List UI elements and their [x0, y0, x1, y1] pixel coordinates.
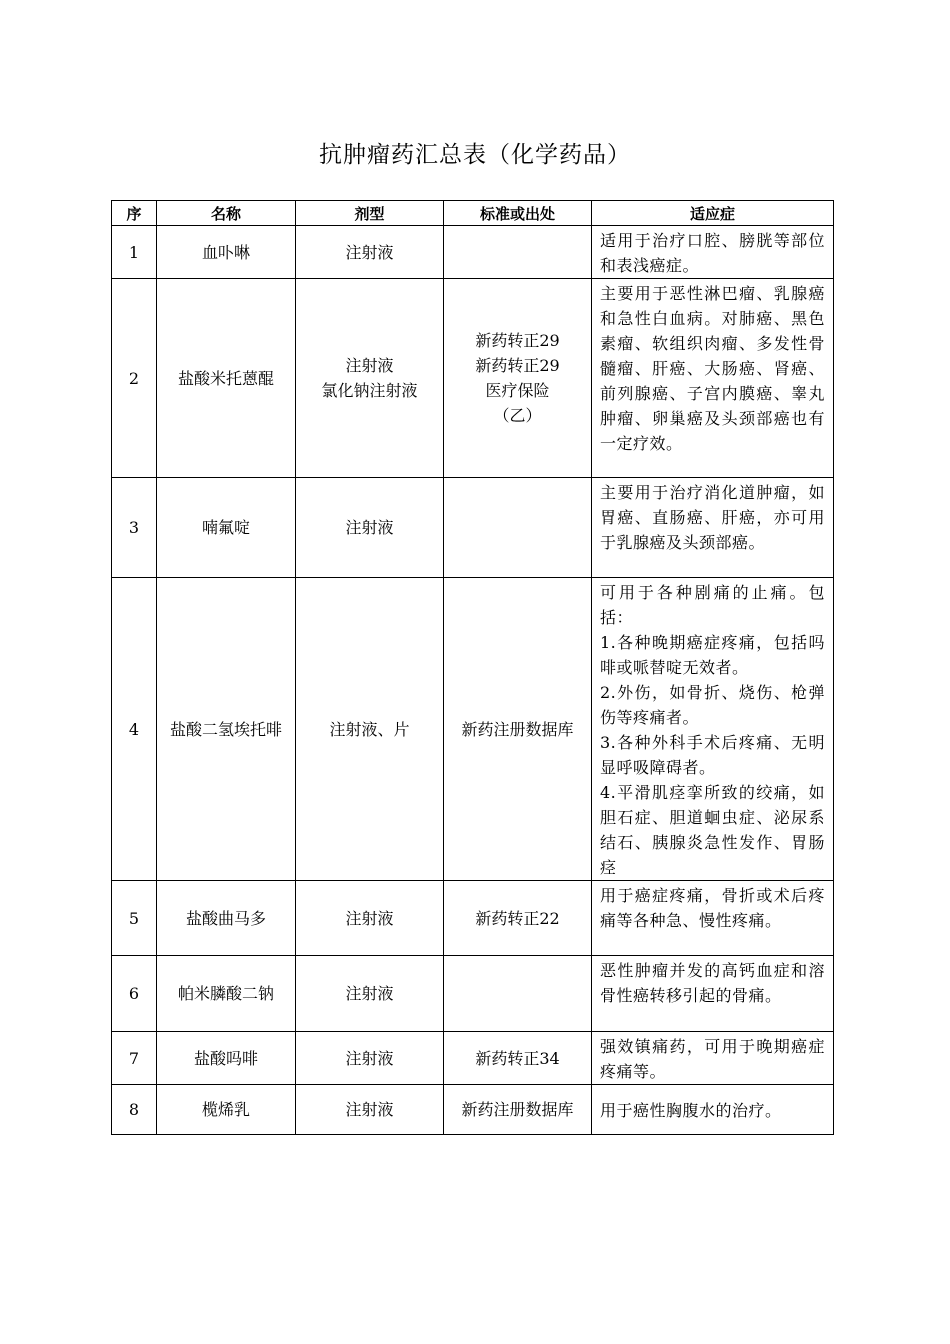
table-row	[112, 1085, 834, 1135]
cell-no: 3	[112, 478, 157, 578]
cell-name: 盐酸吗啡	[157, 1032, 296, 1085]
cell-no: 1	[112, 226, 157, 279]
cell-indication: 恶性肿瘤并发的高钙血症和溶骨性癌转移引起的骨痛。	[592, 956, 834, 1032]
cell-indication: 适用于治疗口腔、膀胱等部位和表浅癌症。	[592, 226, 834, 279]
cell-source: 新药注册数据库	[444, 578, 592, 881]
cell-indication: 用于癌性胸腹水的治疗。	[592, 1085, 834, 1135]
cell-form: 注射液	[296, 1032, 444, 1085]
cell-indication: 主要用于恶性淋巴瘤、乳腺癌和急性白血病。对肺癌、黑色素瘤、软组织肉瘤、多发性骨髓瘤、肝癌、大肠癌、肾癌、前列腺癌、子宫内膜癌、睾丸肿瘤、卵巢癌及头颈部癌也有一定疗效。	[592, 279, 834, 478]
cell-source	[444, 226, 592, 279]
cell-source: 新药转正22	[444, 881, 592, 956]
table-row	[112, 226, 834, 279]
table-row	[112, 279, 834, 478]
cell-no: 2	[112, 279, 157, 478]
cell-source	[444, 478, 592, 578]
cell-form: 注射液	[296, 226, 444, 279]
table-row	[112, 478, 834, 578]
cell-form: 注射液 氯化钠注射液	[296, 279, 444, 478]
cell-name: 盐酸米托蒽醌	[157, 279, 296, 478]
page-title: 抗肿瘤药汇总表（化学药品）	[319, 142, 631, 168]
header-form: 剂型	[296, 201, 444, 226]
cell-form: 注射液	[296, 956, 444, 1032]
table-row	[112, 578, 834, 881]
cell-form: 注射液	[296, 478, 444, 578]
cell-name: 帕米膦酸二钠	[157, 956, 296, 1032]
cell-source: 新药注册数据库	[444, 1085, 592, 1135]
cell-no: 5	[112, 881, 157, 956]
header-indication: 适应症	[592, 201, 834, 226]
cell-name: 盐酸曲马多	[157, 881, 296, 956]
cell-no: 7	[112, 1032, 157, 1085]
drug-table	[111, 200, 834, 1135]
cell-no: 8	[112, 1085, 157, 1135]
table-row	[112, 881, 834, 956]
cell-no: 4	[112, 578, 157, 881]
table-row	[112, 1032, 834, 1085]
cell-source	[444, 956, 592, 1032]
cell-indication: 主要用于治疗消化道肿瘤，如胃癌、直肠癌、肝癌，亦可用于乳腺癌及头颈部癌。	[592, 478, 834, 578]
cell-no: 6	[112, 956, 157, 1032]
cell-name: 喃氟啶	[157, 478, 296, 578]
cell-form: 注射液、片	[296, 578, 444, 881]
header-source: 标准或出处	[444, 201, 592, 226]
cell-form: 注射液	[296, 881, 444, 956]
cell-name: 血卟啉	[157, 226, 296, 279]
cell-indication: 可用于各种剧痛的止痛。包括： 1.各种晚期癌症疼痛，包括吗啡或哌替啶无效者。 2.外伤，如骨折、烧伤、枪弹伤等疼痛者。 3.各种外科手术后疼痛、无明显呼吸障碍者。 4.平滑肌痉挛所致的绞痛，如胆石症、胆道蛔虫症、泌尿系结石、胰腺炎急性发作、胃肠痉	[592, 578, 834, 881]
cell-name: 盐酸二氢埃托啡	[157, 578, 296, 881]
table-row	[112, 956, 834, 1032]
cell-source: 新药转正34	[444, 1032, 592, 1085]
cell-source: 新药转正29 新药转正29 医疗保险 （乙）	[444, 279, 592, 478]
table-header-row	[112, 201, 834, 226]
cell-name: 榄烯乳	[157, 1085, 296, 1135]
header-no: 序	[112, 201, 157, 226]
cell-indication: 强效镇痛药，可用于晚期癌症疼痛等。	[592, 1032, 834, 1085]
cell-indication: 用于癌症疼痛，骨折或术后疼痛等各种急、慢性疼痛。	[592, 881, 834, 956]
header-name: 名称	[157, 201, 296, 226]
cell-form: 注射液	[296, 1085, 444, 1135]
